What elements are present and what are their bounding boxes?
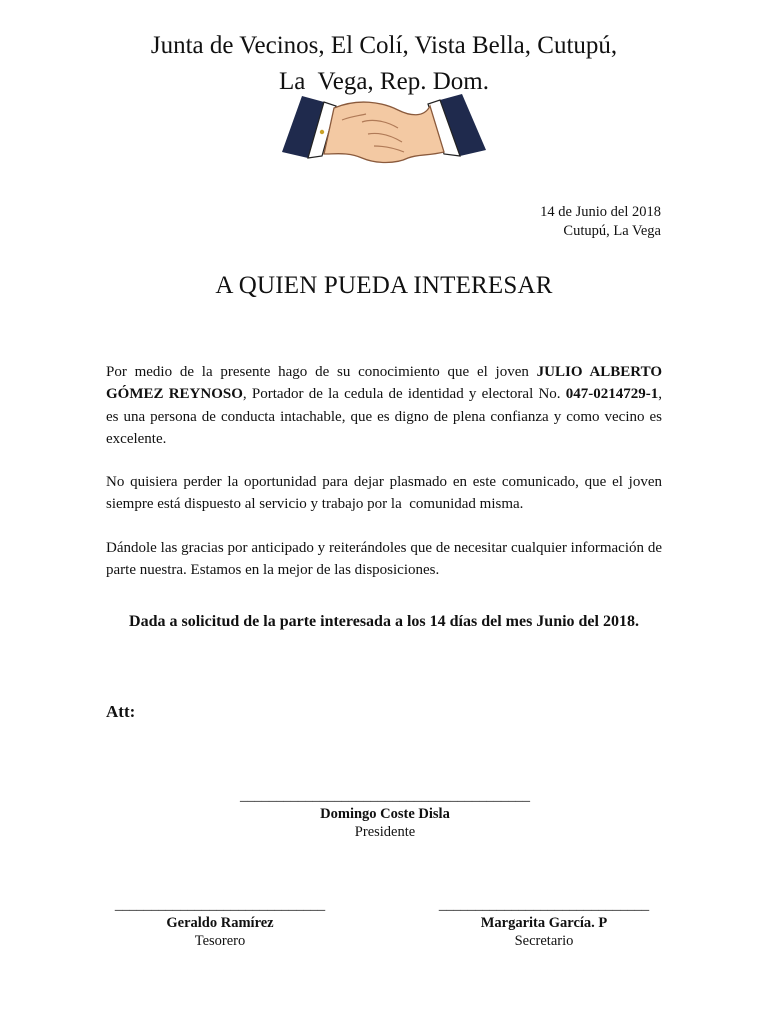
letter-place: Cutupú, La Vega — [563, 223, 661, 239]
left-cufflink — [320, 130, 324, 134]
signer-name: Domingo Coste Disla — [320, 806, 450, 822]
letter-date: 14 de Junio del 2018 — [540, 204, 661, 220]
header — [0, 28, 768, 100]
signature-treasurer — [100, 896, 340, 950]
closing-statement: Dada a solicitud de la parte interesada a los 14 días del mes Junio del 2018. — [129, 613, 639, 630]
paragraph-1-mid: , Portador de la cedula de identidad y electoral No. — [242, 386, 566, 403]
signature-secretary — [424, 896, 664, 950]
header-line-2: La Vega, Rep. Dom. — [279, 68, 489, 95]
signature-president — [230, 787, 540, 841]
signer-role: Secretario — [514, 933, 574, 949]
person-name: JULIO ALBERTO GÓMEZ REYNOSO — [106, 364, 662, 403]
handshake-icon — [278, 92, 490, 166]
paragraph-3: Dándole las gracias por anticipado y reiterándoles que de necesitar cualquier información de parte nuestra. Estamos en la mejor de las disposiciones. — [106, 540, 662, 579]
date-block — [540, 203, 661, 241]
hands — [324, 102, 444, 162]
signature-line: ________________________________________ — [240, 788, 530, 804]
signer-role: Presidente — [354, 824, 416, 840]
att-label: Att: — [106, 702, 136, 721]
signature-line: _____________________________ — [114, 897, 326, 913]
paragraph-1-intro: Por medio de la presente hago de su conocimiento que el joven — [106, 364, 537, 380]
signature-line: _____________________________ — [438, 897, 650, 913]
paragraph-1 — [106, 361, 662, 450]
paragraph-2: No quisiera perder la oportunidad para dejar plasmado en este comunicado, que el joven siempre está dispuesto al servicio y trabajo por la comunidad misma. — [106, 474, 666, 513]
paragraph-1-end: , es una persona de conducta intachable, que es digno de plena confianza y como vecino es excelente. — [106, 386, 663, 447]
signer-name: Geraldo Ramírez — [166, 915, 274, 931]
signer-role: Tesorero — [194, 933, 246, 949]
header-line-1: Junta de Vecinos, El Colí, Vista Bella, Cutupú, — [150, 32, 618, 59]
id-number: 047-0214729-1 — [565, 386, 659, 403]
letter-title: A QUIEN PUEDA INTERESAR — [215, 272, 553, 299]
signer-name: Margarita García. P — [480, 915, 608, 931]
